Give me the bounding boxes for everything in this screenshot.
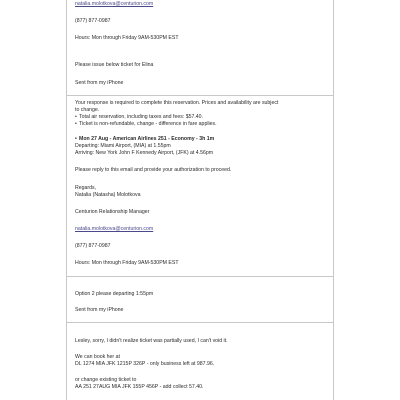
reply-request: Please reply to this email and provide your authorization to proceed. [75, 167, 232, 173]
phone-number: (877) 877-0987 [75, 243, 111, 249]
sender-title: Centurion Relationship Manager [75, 209, 150, 215]
total-fare-bullet [75, 114, 203, 120]
apology-text: Lesley, sorry, I didn't realize ticket was partially used, I can't void it. [75, 338, 228, 344]
option-selection-text: Option 2 please departing 1:55pm [75, 291, 154, 297]
flight-summary [75, 136, 214, 142]
message-divider [67, 276, 333, 277]
american-flight-option: AA 251 27AUG MIA JFK 155P 456P - add collect 57.40. [75, 384, 204, 390]
ticket-terms-text: Ticket is non-refundable, change - difference in fare applies. [79, 121, 217, 127]
sent-from-signature: Sent from my iPhone [75, 80, 124, 86]
ticket-request-text: Please issue below ticket for Elina [75, 62, 154, 68]
delta-flight-option: DL 1274 MIA JFK 1215P 326P - only business left at 987.96. [75, 361, 215, 367]
change-ticket-intro: or change existing ticket to [75, 377, 137, 383]
sent-from-signature: Sent from my iPhone [75, 307, 124, 313]
arrival-details: Arriving: New York John F Kennedy Airport, (JFK) at 4.56pm [75, 150, 214, 156]
booking-intro: We can book her at [75, 354, 120, 360]
message-divider [67, 95, 333, 96]
email-link[interactable]: natalia.molotkova@centurion.com [75, 1, 154, 7]
email-link[interactable]: natalia.molotkova@centurion.com [75, 226, 154, 232]
reservation-intro-continued: to change. [75, 107, 100, 113]
email-thread-page [66, 0, 334, 400]
reservation-intro: Your response is required to complete this reservation. Prices and availability are subject [75, 100, 279, 106]
office-hours: Hours: Mon through Friday 9AM-530PM EST [75, 35, 179, 41]
phone-number: (877) 877-0987 [75, 18, 111, 24]
regards-text: Regards, [75, 185, 97, 191]
sender-name: Natalia (Natasha) Molotkova [75, 192, 141, 198]
ticket-terms-bullet [75, 121, 217, 127]
message-divider [67, 322, 333, 323]
office-hours: Hours: Mon through Friday 9AM-530PM EST [75, 260, 179, 266]
flight-summary-text: Mon 27 Aug - American Airlines 251 - Economy - 3h 1m [79, 136, 215, 142]
departure-details: Departing: Miami Airport, (MIA) at 1.55pm [75, 143, 171, 149]
total-fare-text: Total air reservation, including taxes and fees: $57.40. [79, 114, 203, 120]
